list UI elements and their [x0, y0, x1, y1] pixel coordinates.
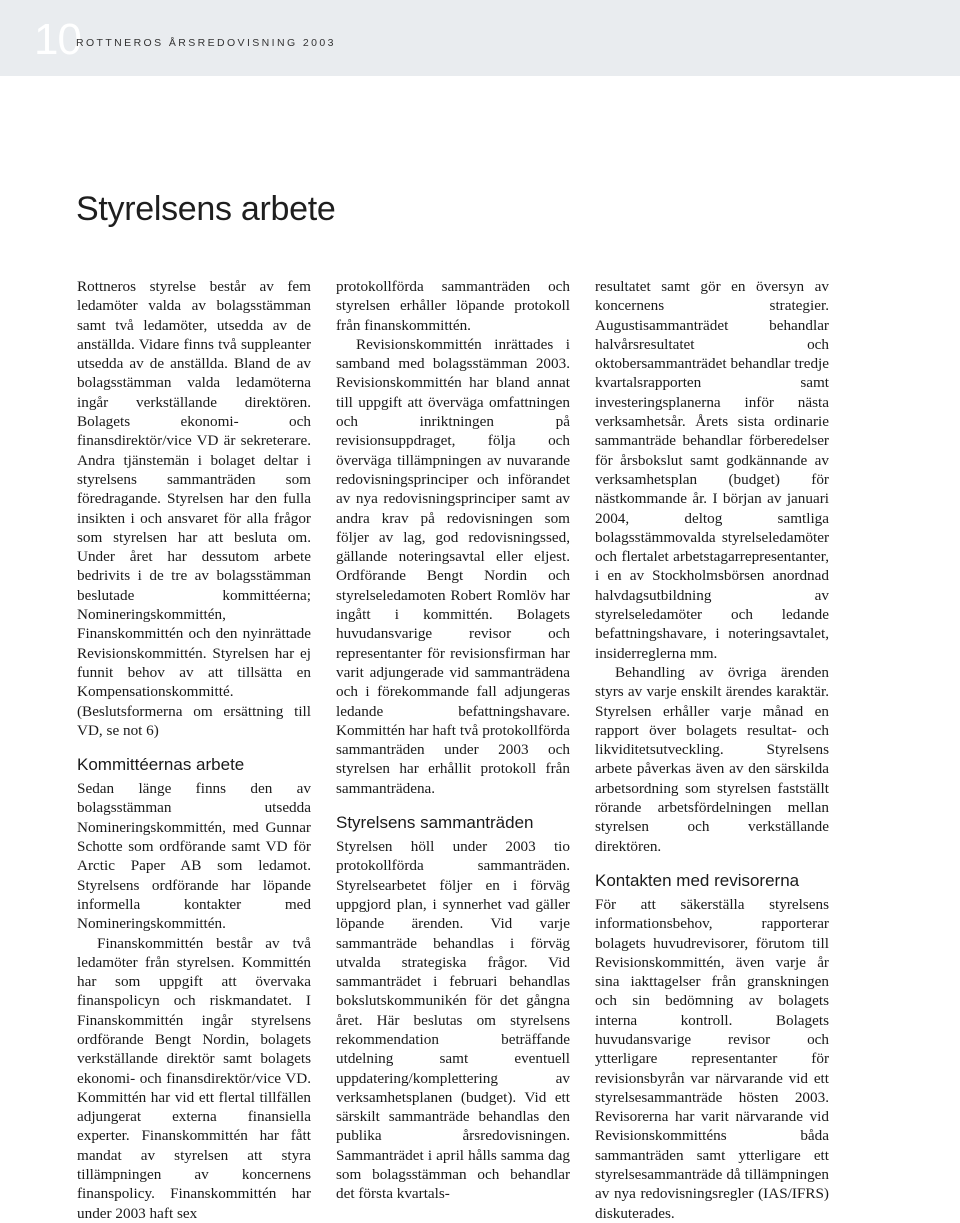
paragraph: Sedan länge finns den av bolagsstämman utsedda Nomineringskommittén, med Gunnar Schotte som ordförande samt VD för Arctic Paper AB som ledamot. Styrelsens ordförande har löpande informella kontakter med Nomineringskommittén. [77, 780, 311, 933]
paragraph: Rottneros styrelse består av fem ledamöter valda av bolagsstämman samt två ledamöter, utsedda av de anställda. Vidare finns två suppleanter utsedda av de anställda. Bland de av bolagsstämman valda ledamöterna ingår verkställande direktören. Bolagets ekonomi- och finansdirektör/vice VD är sekreterare. Andra tjänstemän i bolaget deltar i styrelsens sammanträden som föredragande. Styrelsen har den fulla insikten i och ansvaret för alla frågor som styrelsen har att besluta om. Under året har dessutom arbete bedrivits i de tre av bolagsstämman beslutade kommittéerna; Nomineringskommittén, Finanskommittén och den nyinrättade Revisionskommittén. Styrelsen har ej funnit behov av att tillsätta en Kompensationskommitté. (Beslutsformerna om ersättning till VD, se not 6) [77, 278, 311, 739]
section-heading-committees: Kommittéernas arbete [77, 755, 245, 775]
section-heading-auditors: Kontakten med revisorerna [595, 870, 800, 890]
text-column-2 [336, 277, 570, 1204]
paragraph: Finanskommittén består av två ledamöter från styrelsen. Kommittén har som uppgift att övervaka finanspolicyn och riskmandatet. I Finanskommittén ingår styrelsens ordförande Bengt Nordin, bolagets verkställande direktör samt bolagets ekonomi- och finansdirektör/vice VD. Kommittén har vid ett flertal tillfällen adjungerat externa finansiella experter. Finanskommittén har fått mandat av styrelsen att styra tillämpningen av koncernens finanspolicy. Finanskommittén har under 2003 haft sex [77, 934, 311, 1222]
text-column-3 [595, 277, 829, 1223]
paragraph: protokollförda sammanträden och styrelsen erhåller löpande protokoll från finanskommittén. [336, 278, 570, 334]
paragraph: Styrelsen höll under 2003 tio protokollförda sammanträden. Styrelsearbetet följer en i förväg uppgjord plan, i synnerhet vad gäller löpande ärenden. Vid varje sammanträde behandlas i förväg utvalda strategiska frågor. Vid sammanträdet i februari behandlas bokslutskommunikén för det gångna året. Här beslutas om styrelsens rekommendation beträffande utdelning samt eventuell uppdatering/komplettering av verksamhetsplanen (budget). Vid ett särskilt sammanträde behandlas den publika årsredovisningen. Sammanträdet i april hålls samma dag som bolagsstämman och behandlar det första kvartals- [336, 838, 570, 1203]
running-head: ROTTNEROS ÅRSREDOVISNING 2003 [76, 37, 336, 49]
paragraph: För att säkerställa styrelsens informationsbehov, rapporterar bolagets huvudrevisorer, förutom till Revisionskommittén, även varje år sina iakttagelser från granskningen och sin bedömning av bolagets interna kontroll. Bolagets huvudansvarige revisor och ytterligare representanter för revisionsbyrån var närvarande vid ett styrelsesammanträde hösten 2003. Revisorerna har varit närvarande vid Revisionskommitténs båda sammanträden samt ytterligare ett styrelsesammanträde då tillämpningen av nya redovisningsregler (IAS/IFRS) diskuterades. [595, 895, 829, 1222]
paragraph: Behandling av övriga ärenden styrs av varje enskilt ärendes karaktär. Styrelsen erhåller varje månad en rapport över bolagets resultat- och likviditetsutveckling. Styrelsens arbete påverkas även av den särskilda arbetsordning som styrelsen fastställt rörande arbetsfördelningen mellan styrelsen och verkställande direktören. [595, 663, 829, 855]
header-band [0, 0, 960, 76]
paragraph: resultatet samt gör en översyn av koncernens strategier. Augustisammanträdet behandlar halvårsresultatet och oktobersammanträdet behandlar tredje kvartalsrapporten samt investeringsplanerna inför nästa verksamhetsår. Årets sista ordinarie sammanträde behandlar förberedelser för årsbokslut samt godkännande av verksamhetsplan (budget) för nästkommande år. I början av januari 2004, deltog samtliga bolagsstämmovalda styrelseledamöter och flertalet arbetstagarrepresentanter, i en av Stockholmsbörsen anordnad halvdagsutbildning av styrelseledamöter och ledande befattningshavare, i noteringsavtalet, insiderreglerna mm. [595, 278, 829, 662]
page-title: Styrelsens arbete [76, 190, 336, 228]
paragraph: Revisionskommittén inrättades i samband med bolagsstämman 2003. Revisionskommittén har bland annat till uppgift att överväga omfattningen och inriktningen på revisionsuppdraget, följa och överväga tillämpningen av nuvarande redovisningsprinciper och införandet av nya redovisningsprinciper samt av andra krav på redovisningen som följer av lag, god redovisningssed, gällande noteringsavtal eller eljest. Ordförande Bengt Nordin och styrelseledamoten Robert Romlöv har ingått i kommittén. Bolagets huvudansvarige revisor och representanter för revisionsfirman har varit adjungerade vid sammanträdena och i förekommande fall adjungeras ledande befattningshavare. Kommittén har haft två protokollförda sammanträden under 2003 och styrelsen har erhållit protokoll från sammanträdena. [336, 335, 570, 797]
text-column-1 [77, 277, 311, 1223]
section-heading-meetings: Styrelsens sammanträden [336, 813, 534, 833]
page-number: 10 [34, 15, 81, 64]
